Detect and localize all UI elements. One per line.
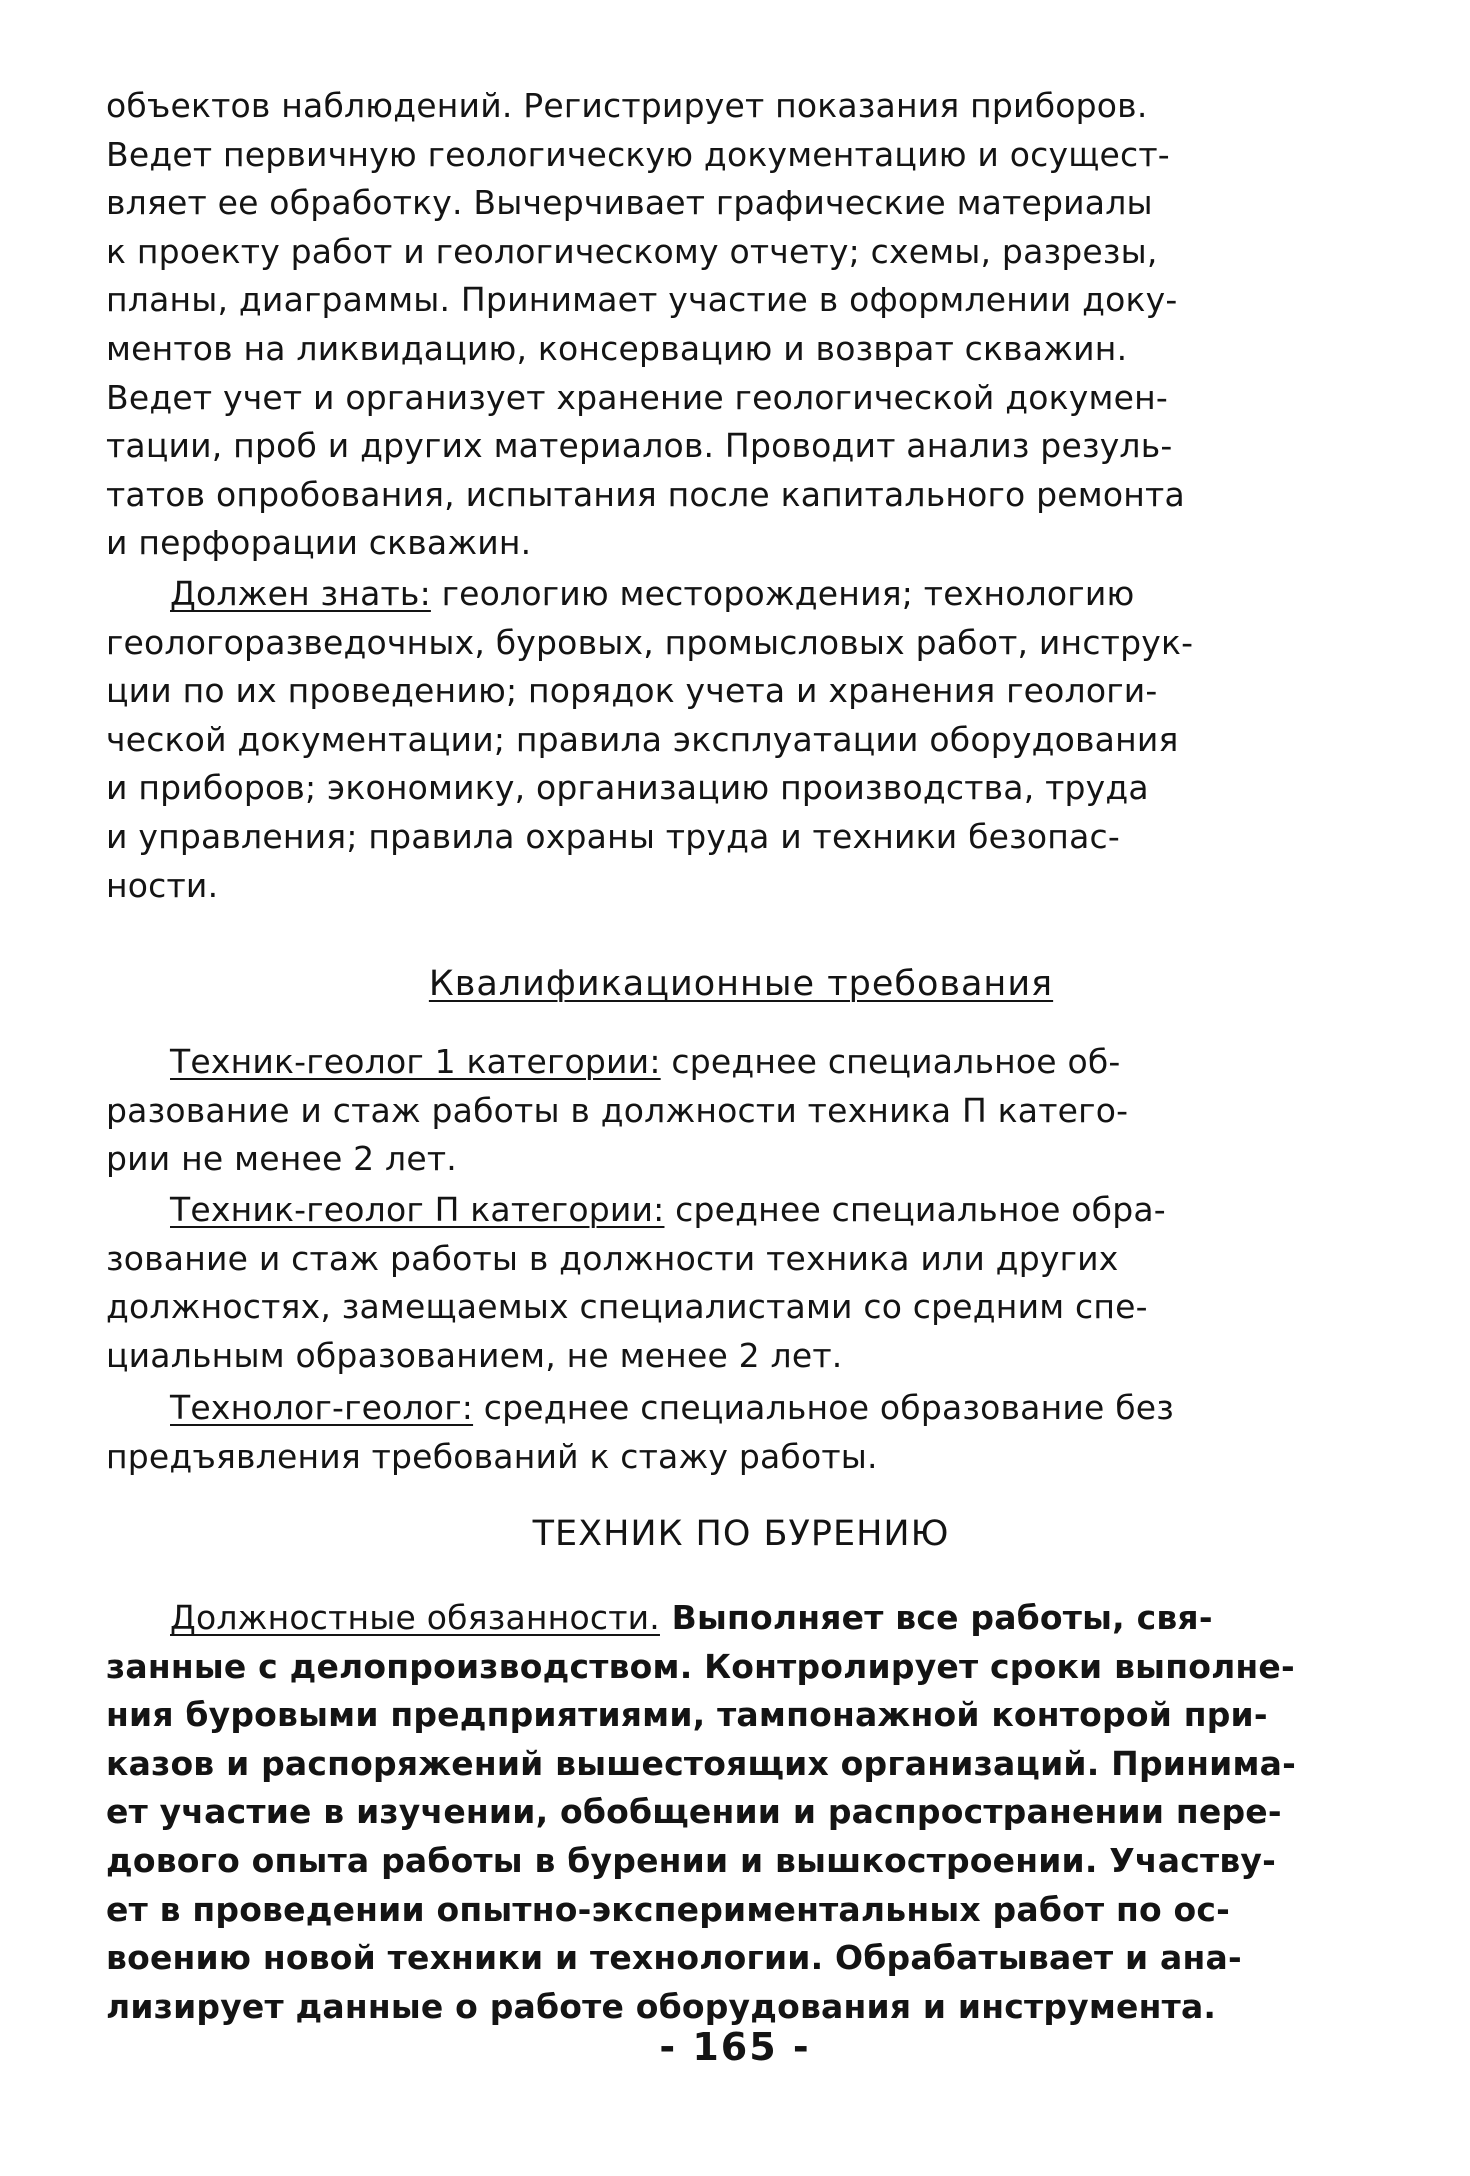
section-title-wrap	[106, 1510, 1376, 1559]
duties-label: Должностные обязанности.	[170, 1598, 660, 1637]
text-line: объектов наблюдений. Регистрирует показания приборов.	[106, 86, 1148, 125]
text-line	[106, 1038, 1376, 1087]
text-line: ности.	[106, 865, 219, 905]
duties-text: Выполняет все работы, свя-	[659, 1598, 1213, 1637]
qualification-item-2	[106, 1186, 1376, 1380]
text-line	[106, 1594, 1376, 1643]
text-line: казов и распоряжений вышестоящих организаций. Принима-	[106, 1743, 1296, 1783]
text-line: Ведет учет и организует хранение геологической докумен-	[106, 377, 1169, 417]
text-line: Ведет первичную геологическую документацию и осущест-	[106, 134, 1170, 174]
text-line: дового опыта работы в бурении и вышкостроении. Участву-	[106, 1840, 1277, 1880]
must-know-paragraph	[106, 570, 1376, 910]
duties-continuation-paragraph	[106, 82, 1376, 568]
qualification-heading: Квалификационные требования	[428, 964, 1054, 1004]
text-line: и управления; правила охраны труда и техники безопас-	[106, 816, 1120, 856]
text-line: воению новой техники и технологии. Обрабатывает и ана-	[106, 1938, 1242, 1978]
qualification-heading-wrap	[106, 960, 1376, 1009]
page-number: - 165 -	[659, 2025, 811, 2069]
text-line: вляет ее обработку. Вычерчивает графические материалы	[106, 183, 1153, 223]
text-line: циальным образованием, не менее 2 лет.	[106, 1335, 843, 1375]
text-line: к проекту работ и геологическому отчету; схемы, разрезы,	[106, 231, 1158, 271]
text-line	[106, 1186, 1376, 1235]
qualification-label-1: Техник-геолог 1 категории:	[170, 1042, 661, 1081]
qualification-label-3: Технолог-геолог:	[170, 1388, 474, 1427]
text-line: ет в проведении опытно-экспериментальных работ по ос-	[106, 1889, 1231, 1929]
text-line: ментов на ликвидацию, консервацию и возврат скважин.	[106, 328, 1128, 368]
text-line: ния буровыми предприятиями, тампонажной конторой при-	[106, 1695, 1268, 1735]
text-line: ет участие в изучении, обобщении и распространении пере-	[106, 1792, 1282, 1832]
text-line: занные с делопроизводством. Контролирует сроки выполне-	[106, 1646, 1295, 1686]
text-line: предъявления требований к стажу работы.	[106, 1436, 878, 1476]
qualification-text-1: среднее специальное об-	[660, 1042, 1121, 1081]
must-know-label: Должен знать:	[170, 574, 431, 613]
qualification-item-3	[106, 1384, 1376, 1481]
qualification-text-3: среднее специальное образование без	[473, 1388, 1175, 1427]
heading-line	[106, 960, 1376, 1009]
qualification-item-1	[106, 1038, 1376, 1184]
text-line: и перфорации скважин.	[106, 523, 532, 563]
text-line: разование и стаж работы в должности техника П катего-	[106, 1090, 1129, 1130]
duties-paragraph	[106, 1594, 1376, 2031]
text-line	[106, 570, 1376, 619]
text-line: ции по их проведению; порядок учета и хранения геологи-	[106, 671, 1158, 711]
qualification-text-2: среднее специальное обра-	[664, 1190, 1166, 1229]
text-line: должностях, замещаемых специалистами со средним спе-	[106, 1287, 1148, 1327]
text-line: ческой документации; правила эксплуатации оборудования	[106, 719, 1179, 759]
qualification-label-2: Техник-геолог П категории:	[170, 1190, 665, 1229]
text-line: геологоразведочных, буровых, промысловых работ, инструк-	[106, 622, 1194, 662]
text-line: тации, проб и других материалов. Проводит анализ резуль-	[106, 426, 1173, 466]
text-line: и приборов; экономику, организацию производства, труда	[106, 768, 1149, 808]
text-line: планы, диаграммы. Принимает участие в оформлении доку-	[106, 280, 1178, 320]
text-line	[106, 1384, 1376, 1433]
text-line: рии не менее 2 лет.	[106, 1139, 457, 1179]
text-line: зование и стаж работы в должности техника или других	[106, 1238, 1119, 1278]
section-title: ТЕХНИК ПО БУРЕНИЮ	[532, 1514, 950, 1554]
must-know-text: геологию месторождения; технологию	[430, 574, 1135, 613]
text-line: лизирует данные о работе оборудования и инструмента.	[106, 1986, 1217, 2026]
text-line: татов опробования, испытания после капитального ремонта	[106, 474, 1185, 514]
